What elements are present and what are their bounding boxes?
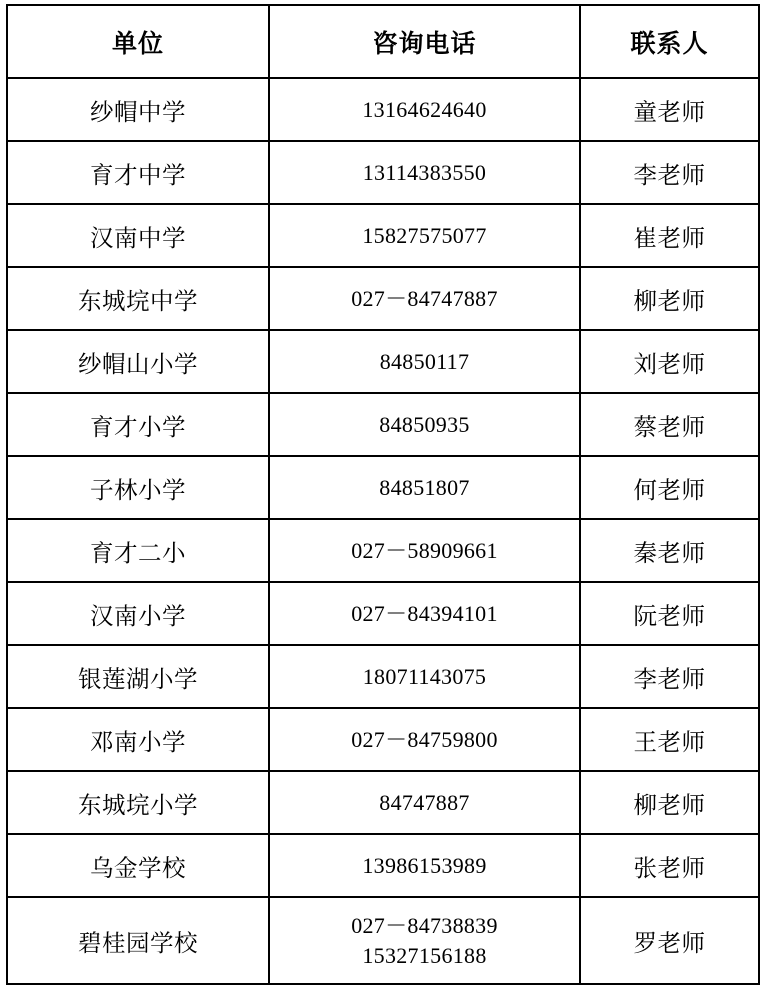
cell-unit: 纱帽中学 [7,78,269,141]
phone-number: 13114383550 [362,159,487,185]
table-header [7,5,759,78]
cell-unit: 东城垸小学 [7,771,269,834]
table-row [7,582,759,645]
cell-phone [269,834,580,897]
cell-phone [269,582,580,645]
cell-person: 童老师 [580,78,759,141]
phone-number-secondary: 15327156188 [362,942,487,968]
cell-unit: 银莲湖小学 [7,645,269,708]
cell-phone [269,204,580,267]
phone-number: 027－58909661 [351,537,498,563]
cell-unit: 纱帽山小学 [7,330,269,393]
phone-number: 027－84738839 [351,912,498,938]
phone-number: 15827575077 [362,222,487,248]
phone-number: 13164624640 [362,96,487,122]
table-row [7,78,759,141]
cell-person: 李老师 [580,141,759,204]
cell-unit: 育才二小 [7,519,269,582]
cell-unit: 碧桂园学校 [7,897,269,984]
phone-number: 13986153989 [362,852,487,878]
phone-number: 027－84394101 [351,600,498,626]
table-header-row [7,5,759,78]
cell-phone [269,645,580,708]
cell-phone [269,393,580,456]
table-row [7,897,759,984]
table-row [7,708,759,771]
cell-unit: 东城垸中学 [7,267,269,330]
cell-person: 柳老师 [580,771,759,834]
column-header-phone: 咨询电话 [269,5,580,78]
column-header-person: 联系人 [580,5,759,78]
table-body [7,78,759,984]
table-row [7,141,759,204]
table-row [7,204,759,267]
cell-unit: 汉南小学 [7,582,269,645]
cell-phone [269,897,580,984]
cell-phone [269,267,580,330]
cell-person: 王老师 [580,708,759,771]
table-row [7,330,759,393]
phone-number: 84850935 [379,411,470,437]
cell-phone [269,330,580,393]
cell-person: 蔡老师 [580,393,759,456]
school-contact-table [6,4,760,985]
cell-unit: 乌金学校 [7,834,269,897]
cell-person: 柳老师 [580,267,759,330]
table-row [7,393,759,456]
cell-person: 刘老师 [580,330,759,393]
table-row [7,771,759,834]
cell-phone [269,141,580,204]
phone-number: 84850117 [379,348,470,374]
cell-person: 阮老师 [580,582,759,645]
phone-number: 84851807 [379,474,470,500]
cell-unit: 邓南小学 [7,708,269,771]
phone-number: 84747887 [379,789,470,815]
phone-number: 027－84759800 [351,726,498,752]
cell-phone [269,78,580,141]
cell-phone [269,519,580,582]
cell-person: 张老师 [580,834,759,897]
phone-number: 027－84747887 [351,285,498,311]
cell-unit: 子林小学 [7,456,269,519]
cell-unit: 育才中学 [7,141,269,204]
cell-unit: 汉南中学 [7,204,269,267]
cell-person: 秦老师 [580,519,759,582]
cell-phone [269,456,580,519]
cell-phone [269,708,580,771]
table-row [7,834,759,897]
table-row [7,519,759,582]
cell-person: 罗老师 [580,897,759,984]
cell-person: 崔老师 [580,204,759,267]
table-row [7,645,759,708]
cell-phone [269,771,580,834]
cell-person: 何老师 [580,456,759,519]
table-row [7,267,759,330]
phone-number: 18071143075 [362,663,487,689]
column-header-unit: 单位 [7,5,269,78]
table-row [7,456,759,519]
cell-unit: 育才小学 [7,393,269,456]
cell-person: 李老师 [580,645,759,708]
